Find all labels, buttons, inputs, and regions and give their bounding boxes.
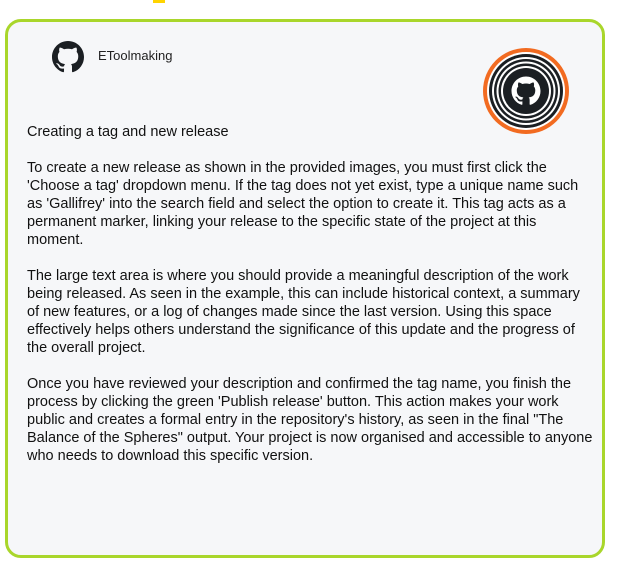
paragraph-publish: Once you have reviewed your description and confirmed the tag name, you finish the process by clicking the green 'Publish release' button. This action makes your work public and creates a formal entry in the repository's history, as seen in the final "The Balance of the Spheres" output. Your project is now organised and accessible to anyone who needs to download this specific version. — [27, 376, 593, 464]
author-name[interactable]: EToolmaking — [98, 48, 173, 63]
top-accent-stub — [153, 0, 165, 3]
paragraph-choose-tag: To create a new release as shown in the provided images, you must first click the 'Choose a tag' dropdown menu. If the tag does not yet exist, type a unique name such as 'Gallifrey' into the search field and select the option to create it. This tag acts as a permanent marker, linking your release to the specific state of the project at this moment. — [27, 160, 579, 248]
github-icon[interactable] — [52, 41, 84, 73]
github-concentric-badge-icon — [482, 47, 570, 135]
post-heading: Creating a tag and new release — [27, 124, 229, 140]
post-body — [27, 123, 595, 483]
post-card — [5, 19, 605, 558]
paragraph-description: The large text area is where you should provide a meaningful description of the work being released. As seen in the example, this can include historical context, a summary of new features, or a log of changes made since the last version. Using this space effectively helps others understand the significance of this update and the progress of the overall project. — [27, 268, 580, 356]
